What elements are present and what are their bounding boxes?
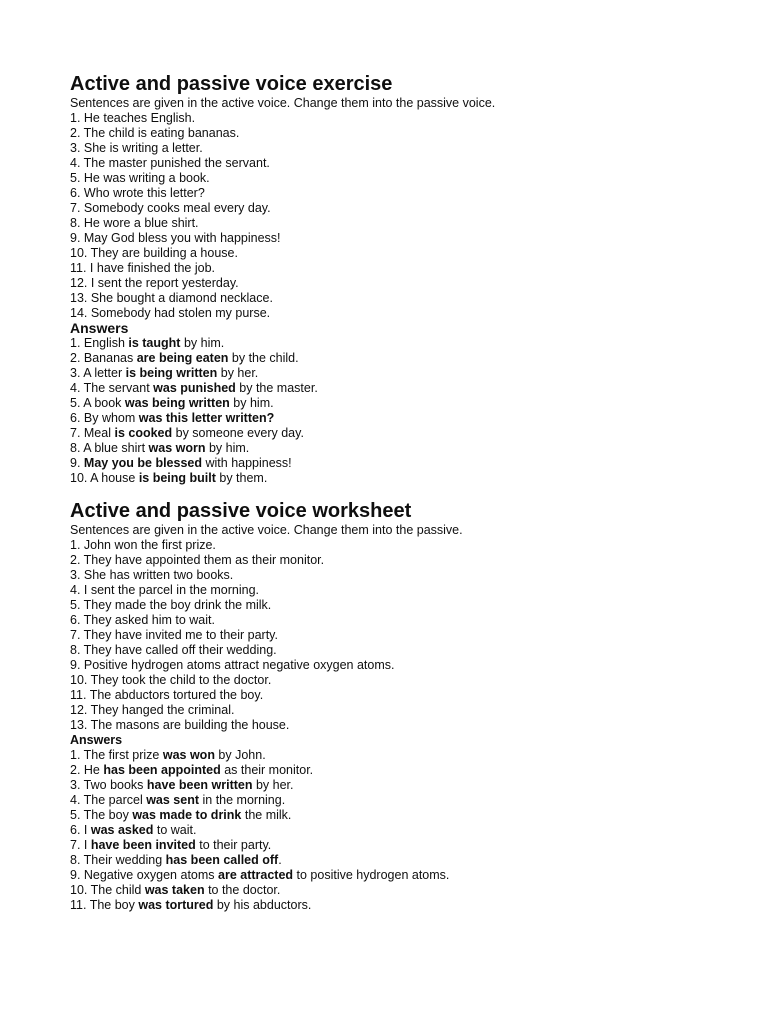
exercise-sentence: 13. She bought a diamond necklace. — [70, 291, 273, 305]
worksheet-sentence: 3. She has written two books. — [70, 568, 234, 582]
worksheet-sentence: 6. They asked him to wait. — [70, 613, 215, 627]
worksheet-sentence: 13. The masons are building the house. — [70, 718, 290, 732]
exercise-sentence: 9. May God bless you with happiness! — [70, 231, 281, 245]
worksheet-answer-list — [70, 748, 712, 913]
worksheet-answer: 1. The first prize was won by John. — [70, 748, 266, 762]
exercise-sentence: 3. She is writing a letter. — [70, 141, 203, 155]
worksheet-title: Active and passive voice worksheet — [70, 500, 412, 522]
worksheet-answer: 5. The boy was made to drink the milk. — [70, 808, 292, 822]
worksheet-sentence: 4. I sent the parcel in the morning. — [70, 583, 259, 597]
worksheet-answer: 4. The parcel was sent in the morning. — [70, 793, 286, 807]
worksheet-subtitle: Sentences are given in the active voice. Change them into the passive. — [70, 523, 463, 537]
section-exercise — [70, 73, 712, 486]
worksheet-sentence: 8. They have called off their wedding. — [70, 643, 277, 657]
exercise-sentence: 12. I sent the report yesterday. — [70, 276, 239, 290]
exercise-sentence: 11. I have finished the job. — [70, 261, 216, 275]
worksheet-answers-heading: Answers — [70, 733, 123, 747]
exercise-answer: 1. English is taught by him. — [70, 336, 225, 350]
exercise-sentence: 4. The master punished the servant. — [70, 156, 270, 170]
exercise-answer: 4. The servant was punished by the master. — [70, 381, 318, 395]
worksheet-sentence: 2. They have appointed them as their monitor. — [70, 553, 325, 567]
exercise-sentence: 7. Somebody cooks meal every day. — [70, 201, 271, 215]
exercise-answer: 6. By whom was this letter written? — [70, 411, 275, 425]
worksheet-sentence-list — [70, 538, 712, 733]
exercise-subtitle: Sentences are given in the active voice. Change them into the passive voice. — [70, 96, 496, 110]
worksheet-answer: 7. I have been invited to their party. — [70, 838, 272, 852]
exercise-answers-heading: Answers — [70, 320, 129, 336]
worksheet-sentence: 5. They made the boy drink the milk. — [70, 598, 272, 612]
exercise-answer: 5. A book was being written by him. — [70, 396, 274, 410]
exercise-answer: 8. A blue shirt was worn by him. — [70, 441, 250, 455]
exercise-sentence: 2. The child is eating bananas. — [70, 126, 240, 140]
exercise-sentence: 10. They are building a house. — [70, 246, 238, 260]
worksheet-sentence: 1. John won the first prize. — [70, 538, 216, 552]
worksheet-sentence: 7. They have invited me to their party. — [70, 628, 278, 642]
worksheet-sentence: 10. They took the child to the doctor. — [70, 673, 272, 687]
exercise-sentence: 8. He wore a blue shirt. — [70, 216, 199, 230]
worksheet-answer: 10. The child was taken to the doctor. — [70, 883, 281, 897]
exercise-title: Active and passive voice exercise — [70, 73, 393, 95]
worksheet-answer: 11. The boy was tortured by his abductors. — [70, 898, 312, 912]
exercise-answer: 10. A house is being built by them. — [70, 471, 268, 485]
exercise-sentence: 5. He was writing a book. — [70, 171, 210, 185]
exercise-answer: 7. Meal is cooked by someone every day. — [70, 426, 304, 440]
worksheet-sentence: 11. The abductors tortured the boy. — [70, 688, 264, 702]
exercise-sentence: 14. Somebody had stolen my purse. — [70, 306, 271, 320]
exercise-answer-list — [70, 336, 712, 486]
worksheet-sentence: 12. They hanged the criminal. — [70, 703, 235, 717]
exercise-sentence: 1. He teaches English. — [70, 111, 196, 125]
worksheet-answer: 3. Two books have been written by her. — [70, 778, 294, 792]
exercise-answer: 2. Bananas are being eaten by the child. — [70, 351, 299, 365]
worksheet-answer: 8. Their wedding has been called off. — [70, 853, 282, 867]
exercise-sentence: 6. Who wrote this letter? — [70, 186, 205, 200]
exercise-sentence-list — [70, 111, 712, 321]
worksheet-sentence: 9. Positive hydrogen atoms attract negative oxygen atoms. — [70, 658, 395, 672]
section-worksheet — [70, 500, 712, 913]
worksheet-answer: 2. He has been appointed as their monitor. — [70, 763, 314, 777]
worksheet-answer: 9. Negative oxygen atoms are attracted to positive hydrogen atoms. — [70, 868, 450, 882]
exercise-answer: 9. May you be blessed with happiness! — [70, 456, 292, 470]
exercise-answer: 3. A letter is being written by her. — [70, 366, 259, 380]
worksheet-answer: 6. I was asked to wait. — [70, 823, 197, 837]
